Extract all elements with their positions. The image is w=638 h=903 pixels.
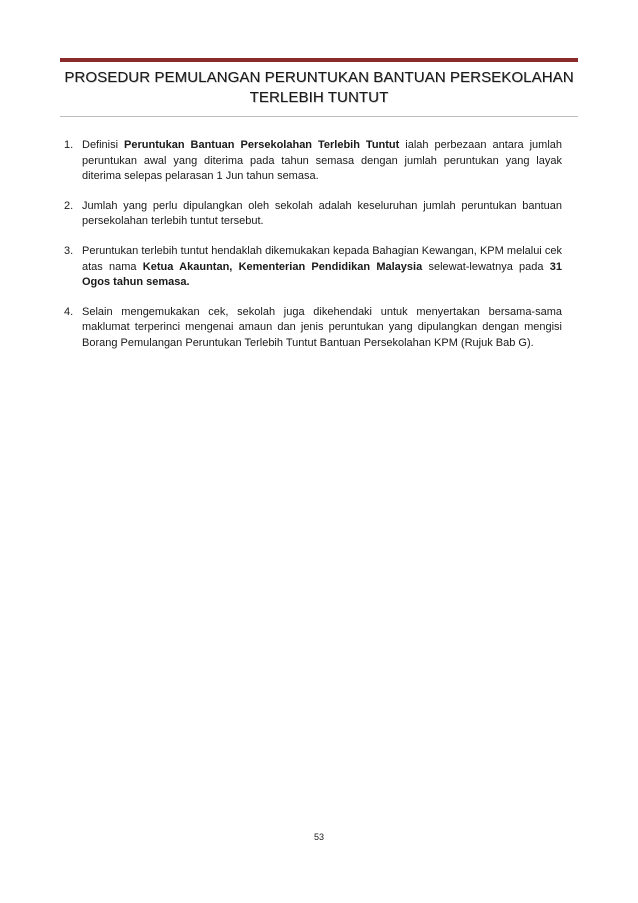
list-item-bold-deadline: 31 Ogos tahun semasa. [82,260,563,289]
page-title-line-2: TERLEBIH TUNTUT [249,89,389,106]
list-item-number: 1. [64,139,74,151]
list-item-3 [64,244,562,291]
list-item-number: 2. [64,199,74,212]
list-item-bold-term: Peruntukan Bantuan Persekolahan Terlebih Tuntut [124,139,400,151]
list-item-2 [64,199,562,230]
list-item-bold-payee: Ketua Akauntan, Kementerian Pendidikan Malaysia [142,260,423,273]
list-item-4 [64,305,562,352]
list-item-text: Peruntukan terlebih tuntut hendaklah dikemukakan kepada Bahagian Kewangan, KPM melalui cek atas nama [82,244,562,273]
list-item-1 [64,138,562,185]
header-accent-rule [60,58,578,62]
title-divider [60,116,578,117]
list-item-number: 3. [64,244,74,257]
list-item-text: ialah perbezaan antara jumlah peruntukan awal yang diterima pada tahun semasa dengan jumlah peruntukan yang layak diterima selepas pelarasan 1 Jun tahun semasa. [82,139,563,183]
page-number: 53 [313,832,324,842]
list-item-text: Selain mengemukakan cek, sekolah juga dikehendaki untuk menyertakan bersama-sama maklumat terperinci mengenai amaun dan jenis peruntukan yang dipulangkan dengan mengisi Borang Pemulangan Peruntukan Terlebih Tuntut Bantuan Persekolahan KPM (Rujuk Bab G). [82,305,562,349]
list-item-text: Jumlah yang perlu dipulangkan oleh sekolah adalah keseluruhan jumlah peruntukan bantuan persekolahan terlebih tuntut tersebut. [82,199,562,228]
page-title [60,68,578,108]
list-item-text: Definisi [82,139,125,151]
list-item-number: 4. [64,305,74,318]
list-item-text: selewat-lewatnya pada [422,260,550,273]
page-title-line-1: PROSEDUR PEMULANGAN PERUNTUKAN BANTUAN PERSEKOLAHAN [64,69,574,86]
procedure-list [64,138,562,366]
